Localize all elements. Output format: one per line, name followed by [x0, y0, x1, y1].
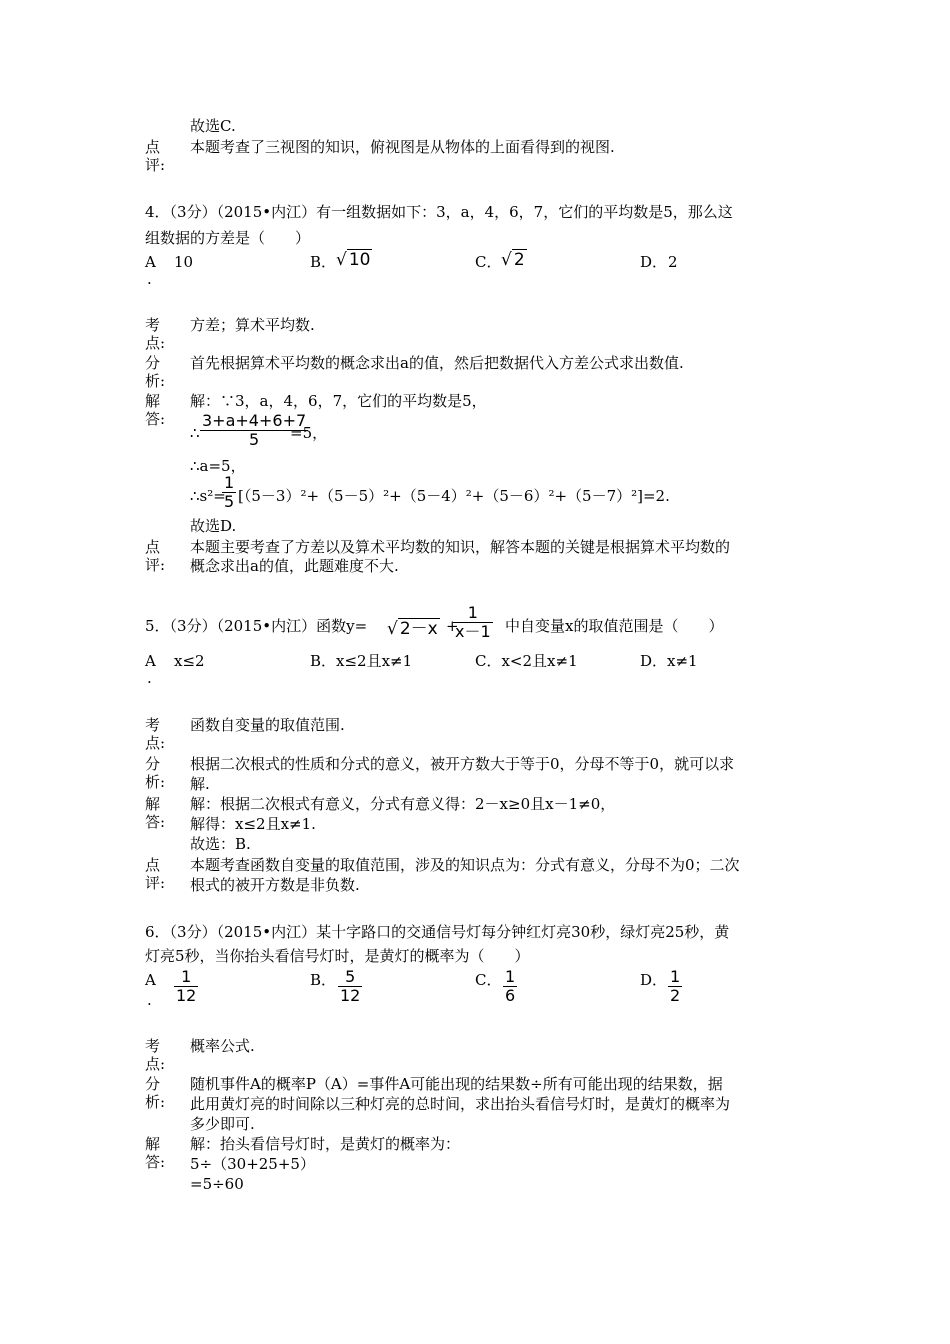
- q5-option-b: B．x≤2且x≠1: [310, 652, 413, 670]
- q4-stem-line1: 4．（3分）（2015•内江）有一组数据如下：3，a，4，6，7，它们的平均数是5，那么这: [145, 203, 733, 221]
- q6-option-b-fraction: [338, 968, 362, 1005]
- q5-stem-suffix: 中自变量x的取值范围是（ ）: [505, 617, 724, 635]
- q6-fenxi-line3: 多少即可.: [190, 1115, 255, 1133]
- q6-fenxi-label: 分析:: [145, 1075, 166, 1111]
- q4-choose: 故选D.: [190, 517, 237, 535]
- q4-jie4-suffix: [（5－3）²+（5－5）²+（5－4）²+（5－6）²+（5－7）²]=2.: [238, 487, 670, 505]
- q4-jieda-label: 解答:: [145, 392, 166, 428]
- q4-option-a-dot: .: [147, 270, 152, 288]
- q6-fenxi-line1: 随机事件A的概率P（A）=事件A可能出现的结果数÷所有可能出现的结果数，据: [190, 1075, 723, 1093]
- q4-fenxi-label: 分析:: [145, 354, 166, 390]
- q5-dianping-line1: 本题考查函数自变量的取值范围，涉及的知识点为：分式有意义，分母不为0；二次: [190, 856, 740, 874]
- q5-plus: +: [446, 617, 459, 635]
- q4-jie2-suffix: =5，: [290, 424, 328, 442]
- q5-option-c: C．x<2且x≠1: [475, 652, 578, 670]
- q4-option-a-value: 10: [174, 253, 194, 271]
- q5-kaodian: 函数自变量的取值范围.: [190, 716, 345, 734]
- q6-jie3: =5÷60: [190, 1175, 244, 1193]
- q4-option-d-value: 2: [668, 253, 678, 271]
- q5-fenxi-label: 分析:: [145, 755, 166, 791]
- q6-kaodian-label: 考点:: [145, 1037, 166, 1073]
- q4-variance-fraction: [222, 474, 236, 511]
- q4-variance-numerator: 1: [224, 473, 235, 492]
- q6-option-c-letter: C．: [475, 971, 502, 989]
- q3-comment: 本题考查了三视图的知识，俯视图是从物体的上面看得到的视图.: [190, 138, 615, 156]
- q6-jie2: 5÷（30+25+5）: [190, 1155, 315, 1173]
- q5-radicand: 2－x: [399, 619, 438, 639]
- q6-option-d-denominator: 2: [670, 986, 681, 1005]
- q4-jie4-prefix: ∴s²=: [190, 487, 226, 505]
- q4-option-b-letter: B．: [310, 253, 337, 271]
- q4-jie3: ∴a=5，: [190, 457, 246, 475]
- q4-mean-denominator: 5: [248, 430, 260, 449]
- q5-fenxi-line1: 根据二次根式的性质和分式的意义，被开方数大于等于0，分母不等于0，就可以求: [190, 755, 735, 773]
- q5-dianping-label: 点评:: [145, 856, 166, 892]
- q6-option-a-dot: .: [147, 991, 152, 1009]
- q5-option-a-letter: A: [145, 652, 156, 670]
- q6-option-d-fraction: [668, 968, 682, 1005]
- q4-dianping-label: 点评:: [145, 538, 166, 574]
- q5-stem-prefix: 5．（3分）（2015•内江）函数y=: [145, 617, 368, 635]
- q6-option-b-denominator: 12: [340, 986, 361, 1005]
- q6-stem-line2: 灯亮5秒，当你抬头看信号灯时，是黄灯的概率为（ ）: [145, 947, 530, 965]
- q6-option-a-fraction: [174, 968, 198, 1005]
- q5-sqrt: √ 2－x: [387, 619, 438, 639]
- q4-dianping-line1: 本题主要考查了方差以及算术平均数的知识，解答本题的关键是根据算术平均数的: [190, 538, 731, 556]
- q5-option-d: D．x≠1: [640, 652, 698, 670]
- q6-option-c-fraction: [503, 968, 517, 1005]
- q4-fenxi: 首先根据算术平均数的概念求出a的值，然后把数据代入方差公式求出数值.: [190, 354, 684, 372]
- q6-option-c-numerator: 1: [505, 967, 516, 986]
- q5-fraction: [453, 604, 493, 641]
- q4-jie1: 解：∵3，a，4，6，7，它们的平均数是5，: [190, 392, 487, 410]
- q4-stem-line2: 组数据的方差是（ ）: [145, 229, 311, 247]
- q4-option-b-radicand: 10: [348, 250, 371, 270]
- q3-choose: 故选C.: [190, 117, 236, 135]
- q4-dianping-line2: 概念求出a的值，此题难度不大.: [190, 557, 399, 575]
- q4-option-c-radicand: 2: [513, 250, 525, 270]
- q6-stem-line1: 6．（3分）（2015•内江）某十字路口的交通信号灯每分钟红灯亮30秒，绿灯亮25秒，黄: [145, 923, 730, 941]
- q5-dianping-line2: 根式的被开方数是非负数.: [190, 876, 360, 894]
- q4-kaodian-label: 考点:: [145, 316, 166, 352]
- q6-option-a-denominator: 12: [176, 986, 197, 1005]
- q4-option-a-letter: A: [145, 253, 156, 271]
- q5-choose: 故选：B.: [190, 835, 251, 853]
- q5-kaodian-label: 考点:: [145, 716, 166, 752]
- q6-option-c-denominator: 6: [505, 986, 516, 1005]
- q6-jieda-label: 解答:: [145, 1135, 166, 1171]
- q6-jie1: 解：抬头看信号灯时，是黄灯的概率为：: [190, 1135, 461, 1153]
- q5-jie1: 解：根据二次根式有意义，分式有意义得：2－x≥0且x－1≠0，: [190, 795, 616, 813]
- q5-fenxi-line2: 解.: [190, 775, 210, 793]
- q6-option-b-letter: B．: [310, 971, 337, 989]
- q4-option-c-sqrt: √ 2: [501, 250, 525, 270]
- q6-option-a-letter: A: [145, 971, 156, 989]
- q5-jieda-label: 解答:: [145, 795, 166, 831]
- q4-variance-denominator: 5: [224, 492, 235, 511]
- q6-option-b-numerator: 5: [338, 968, 362, 987]
- q5-option-a-value: x≤2: [174, 652, 205, 670]
- q4-kaodian: 方差；算术平均数.: [190, 316, 315, 334]
- q4-option-c-letter: C．: [475, 253, 502, 271]
- q5-fraction-numerator: 1: [453, 604, 493, 623]
- q5-jie2: 解得：x≤2且x≠1.: [190, 815, 316, 833]
- q4-mean-numerator: 3+a+4+6+7: [202, 411, 307, 430]
- q6-option-d-numerator: 1: [670, 967, 681, 986]
- q6-kaodian: 概率公式.: [190, 1037, 255, 1055]
- q6-option-a-numerator: 1: [174, 968, 198, 987]
- q5-fraction-denominator: x－1: [455, 622, 491, 641]
- q3-comment-label: 点评:: [145, 138, 166, 174]
- q6-option-d-letter: D．: [640, 971, 668, 989]
- q4-option-d-letter: D．: [640, 253, 668, 271]
- q6-fenxi-line2: 此用黄灯亮的时间除以三种灯亮的总时间，求出抬头看信号灯时，是黄灯的概率为: [190, 1095, 731, 1113]
- q5-option-a-dot: .: [147, 669, 152, 687]
- q4-option-b-sqrt: √ 10: [336, 250, 371, 270]
- q4-jie2-prefix: ∴: [190, 424, 200, 442]
